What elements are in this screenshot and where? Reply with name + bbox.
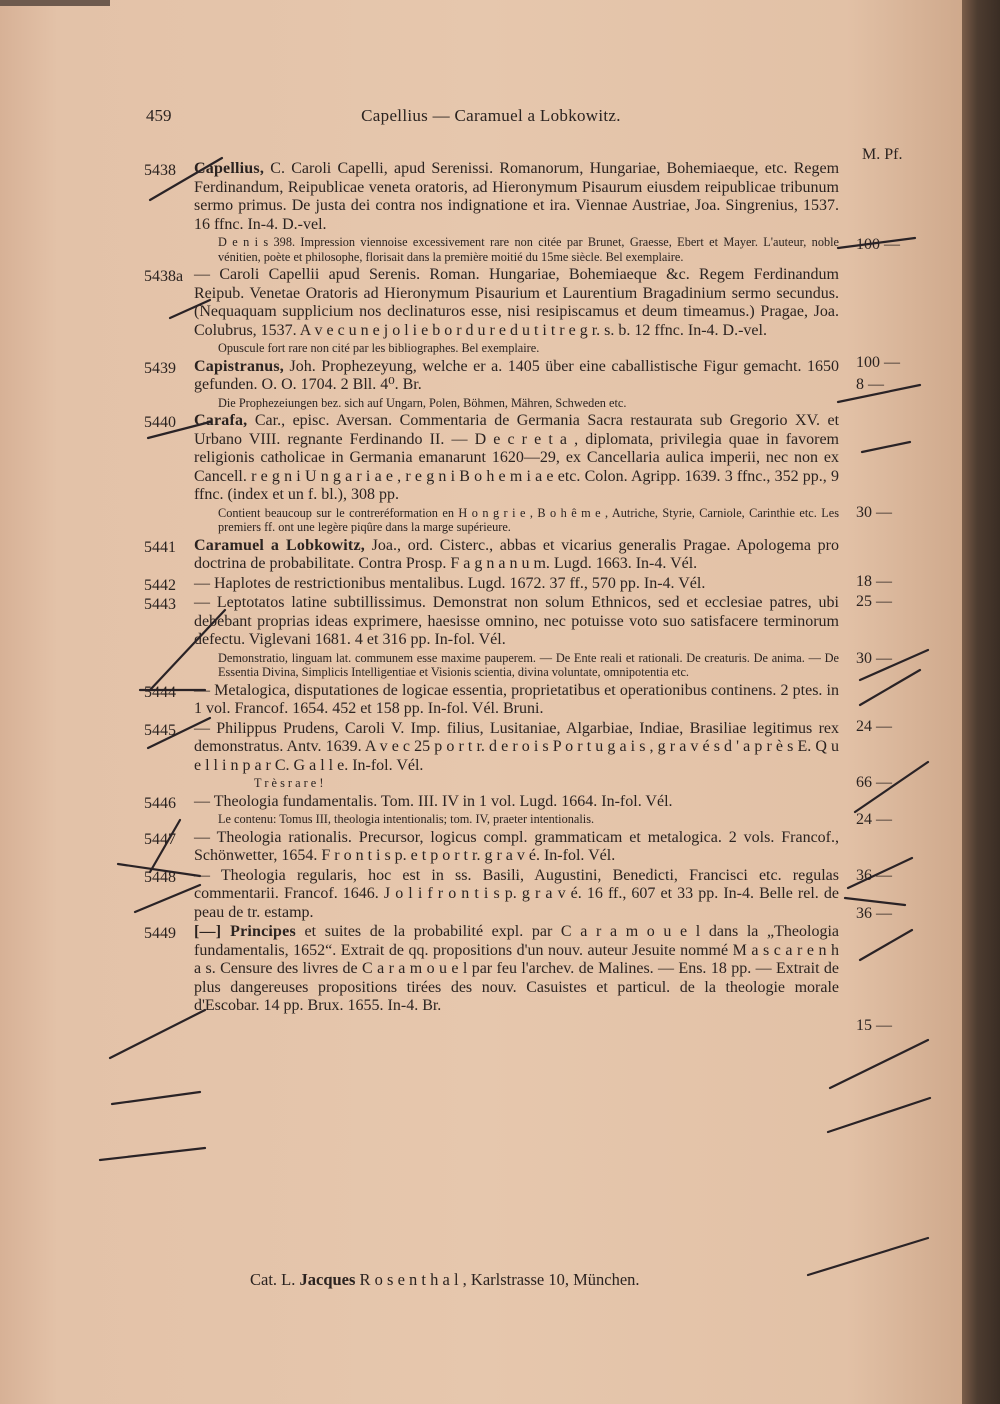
entry-price: 36 — [856,904,892,922]
entry-price: 24 — [856,810,892,828]
entry-number: 5448 [144,868,176,886]
entry-text: — Theologia fundamentalis. Tom. III. IV in 1 vol. Lugd. 1664. In-fol. Vél. [194,792,673,810]
entry-price: 18 — [856,572,892,590]
entry-5449 [144,923,892,1034]
top-edge-tab [0,0,110,6]
entry-5448 [144,866,892,923]
entry-list [144,160,900,1034]
pencil-stroke [100,1148,205,1160]
page-footer [250,1270,640,1290]
entry-text: Joh. Prophezeyung, welche er a. 1405 über eine caballistische Figur gemacht. 1650 gefunden. O. O. 1704. 2 Bll. 4⁰. Br. [194,357,839,393]
running-title: Capellius — Caramuel a Lobkowitz. [361,106,621,125]
footer-rest: R o s e n t h a l , Karlstrasse 10, München. [359,1270,640,1289]
entry-number: 5443 [144,596,176,613]
entry-number: 5442 [144,576,176,594]
entry-note: Demonstratio, linguam lat. communem esse maxime pauperem. — De Ente reali et rationali. De creaturis. De anima. — De Essentia Divina, Simplicis Intelligentiae et Visionis scientia, divina voluntate, omnipotentia etc. [218,650,839,679]
entry-note: Le contenu: Tomus III, theologia intentionalis; tom. IV, praeter intentionalis. [218,812,595,826]
entry-price: 100 — [856,354,900,371]
entry-heading: Capellius, [194,160,265,177]
entry-number: 5444 [144,683,176,701]
entry-price: 30 — [856,650,892,667]
pencil-stroke [830,1040,928,1088]
entry-number: 5438a [144,268,184,285]
entry-text: — Leptotatos latine subtillissimus. Demonstrat non solum Ethnicos, sed et ecclesiae patres, ubi debebant proprias ideas exprimere, haesisse omnino, nec potuisse voto suo satisfacere terminorum defectu. Viglevani 1681. 4 et 316 pp. In-fol. Vél. [194,594,839,648]
entry-text: — Philippus Prudens, Caroli V. Imp. filius, Lusitaniae, Algarbiae, Indiae, Brasiliae legitimus rex demonstratus. Antv. 1639. A v e c 25 p o r t r. d e r o i s P o r t u g a i s , g r a v é s d ' a p r è s E. Q u e l l i n p a r C. G a l l e. In-fol. Vél. [194,719,839,774]
entry-text: Joa., ord. Cisterc., abbas et vicarius generalis Pragae. Apologema pro doctrina de probabilitate. Contra Prosp. F a g n a n u m. Lugd. 1663. In-4. Vél. [194,536,840,572]
entry-text: — Caroli Capellii apud Serenis. Roman. Hungariae, Bohemiaeque &c. Regem Ferdinandum Reipub. Venetae Oratoris ad Hieronymum Pisaurium et Laurentium Bragadinium sermo secundus. (Nequaquam supplicium nos declinaturos esse, nisi resipiscamus et deum timeamus.) Pragae, Joa. Colubrus, 1537. A v e c u n e j o l i e b o r d u r e d u t i t r e g r. s. b. 12 ffnc. In-4. D.-vel. [194,266,839,339]
currency-label: M. Pf. [862,146,903,163]
pencil-stroke [860,670,920,705]
pencil-stroke [112,1092,200,1104]
entry-price: 36 — [856,866,892,884]
page-number: 459 [146,106,172,125]
entry-heading: Carafa, [194,412,248,429]
entry-number: 5445 [144,721,176,739]
entry-text: — Theologia regularis, hoc est in ss. Basili, Augustini, Benedicti, Francisci etc. regulas commentarii. Francof. 1646. J o l i f r o n t i s p. g r a v é. 16 ff., 607 et 33 pp. In-4. Belle rel. de peau de tr. estamp. [194,866,839,921]
entry-price: 24 — [856,717,892,735]
entry-text: — Haplotes de restrictionibus mentalibus. Lugd. 1672. 37 ff., 570 pp. In-4. Vél. [194,574,706,592]
entry-heading: [—] Principes [194,923,296,940]
entry-note: D e n i s 398. Impression viennoise excessivement rare non citée par Brunet, Graesse, Ebert et Mayer. L'auteur, noble vénitien, poète et philosophe, florisait dans la première moitié du 15me siècle. Bel exemplaire. [218,235,839,264]
entry-note: Contient beaucoup sur le contreréformation en H o n g r i e , B o h ê m e , Autriche, Styrie, Carniole, Carinthie etc. Les premiers ff. ont une legère piqûre dans la marge supérieure. [218,505,839,534]
footer-name: Jacques [299,1270,356,1289]
entry-number: 5438 [144,162,176,179]
entry-5440 [144,412,892,535]
entry-number: 5440 [144,414,176,431]
page-header [146,106,836,132]
pencil-stroke [828,1098,930,1132]
entry-number: 5439 [144,359,176,377]
entry-number: 5447 [144,830,176,848]
entry-5446 [144,792,892,828]
entry-price: 8 — [856,375,884,393]
entry-note: T r è s r a r e ! [254,776,324,790]
entry-number: 5441 [144,538,176,556]
pencil-stroke [862,442,910,452]
entry-heading: Caramuel a Lobkowitz, [194,536,365,554]
entry-number: 5446 [144,794,176,812]
entry-5444 [144,681,892,735]
entry-price: 66 — [856,773,892,791]
entry-text: — Metalogica, disputationes de logicae essentia, proprietatibus et operationibus continens. 2 ptes. in 1 vol. Francof. 1654. 452 et 158 pp. In-fol. Vél. Bruni. [194,681,839,717]
footer-prefix: Cat. L. [250,1270,296,1289]
pencil-stroke [110,1010,205,1058]
book-spine [962,0,1000,1404]
entry-note: Die Prophezeiungen bez. sich auf Ungarn, Polen, Böhmen, Mähren, Schweden etc. [218,395,627,410]
entry-price: 25 — [856,592,892,610]
entry-heading: Capistranus, [194,357,284,375]
entry-price: 15 — [856,1017,892,1034]
entry-price: 30 — [856,504,892,521]
entry-price: 100 — [856,236,900,253]
entry-number: 5449 [144,925,176,942]
pencil-stroke [860,930,912,960]
entry-note: Opuscule fort rare non cité par les bibliographes. Bel exemplaire. [218,341,540,355]
entry-text: Car., episc. Aversan. Commentaria de Germania Sacra restaurata sub Gregorio XV. et Urbano VIII. regnante Ferdinando II. — D e c r e t a , diplomata, privilegia quae in favorem religionis catholicae in Germania emanarunt 1620—29, ex Cancellaria aulica imperii, nec non ex Cancell. r e g n i U n g a r i a e , r e g n i B o h e m i a e etc. Colon. Agripp. 1639. 3 ffnc., 352 pp., 9 ffnc. (index et un f. bl.), 308 pp. [194,412,840,503]
entry-text: C. Caroli Capelli, apud Serenissi. Romanorum, Hungariae, Bohemiaeque, etc. Regem Ferdinandum, Reipublicae veneta oratoris, ad Hieronymum Pisaurum eiusdem reipublicae tribunum sermo primus. De justa dei contra nos indignatione et ira. Viennae Austriae, Joa. Singrenius, 1537. 16 ffnc. In-4. D.-vel. [194,160,840,233]
pencil-stroke [808,1238,928,1275]
entry-text: et suites de la probabilité expl. par C a r a m o u e l dans la „Theologia fundamentalis, 1652“. Extrait de qq. propositions d'un nouv. auteur Jesuite nommé M a s c a r e n h a s. Censure des livres de C a r a m o u e l par feu l'archev. de Malines. — Ens. 18 pp. — Extrait de plus dangereuses propositions tirées des nouv. Casuistes et particul. de la theologie morale d'Escobar. 14 pp. Brux. 1655. In-4. Br. [194,923,840,1014]
entry-5438 [144,160,900,264]
entry-text: — Theologia rationalis. Precursor, logicus compl. grammaticam et metalogica. 2 vols. Francof., Schönwetter, 1654. F r o n t i s p. e t p o r t r. g r a v é. In-fol. Vél. [194,828,839,864]
